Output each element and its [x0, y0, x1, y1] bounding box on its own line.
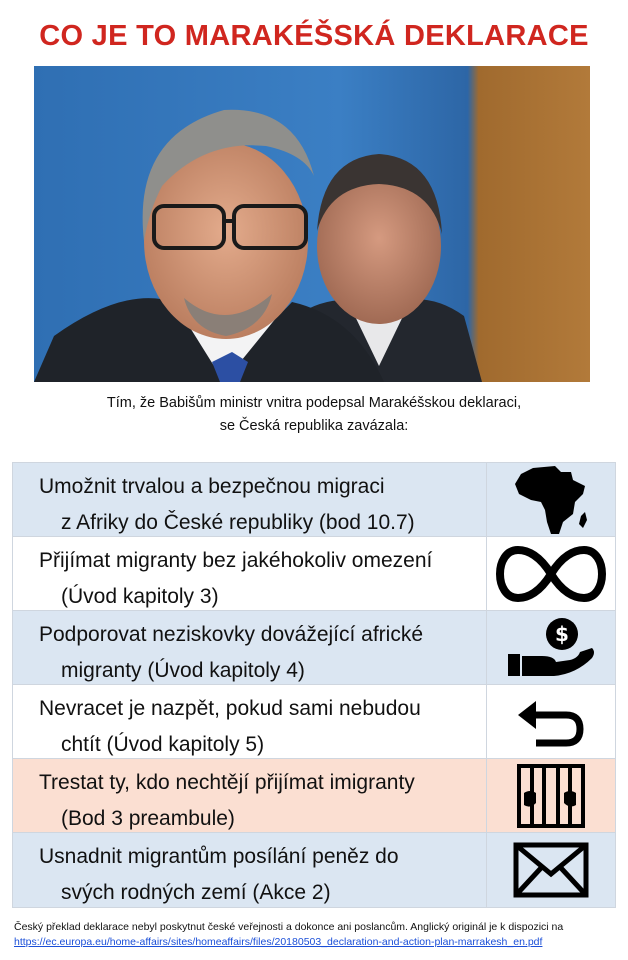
table-row [13, 759, 615, 833]
intro-line-1: Tím, že Babišům ministr vnitra podepsal Marakéšskou deklaraci, [106, 395, 522, 411]
row-text [13, 685, 487, 758]
footer-link[interactable]: https://ec.europa.eu/home-affairs/sites/homeaffairs/files/20180503_declaration-and-action-plan-marrakesh_en.pdf [14, 936, 543, 948]
row-line-1: Usnadnit migrantům posílání peněz do [39, 845, 399, 868]
table-row [13, 463, 615, 537]
row-line-1: Trestat ty, kdo nechtějí přijímat imigranty [39, 771, 415, 794]
row-line-2: svých rodných zemí (Akce 2) [61, 881, 331, 904]
money-hand-icon [487, 611, 615, 684]
row-line-1: Umožnit trvalou a bezpečnou migraci [39, 475, 385, 498]
table-row [13, 833, 615, 907]
row-line-1: Podporovat neziskovky dovážející africké [39, 623, 424, 646]
row-text [13, 759, 487, 832]
photo [34, 66, 590, 382]
table-row [13, 685, 615, 759]
row-text [13, 833, 487, 907]
svg-text:$: $ [555, 621, 569, 646]
table-row [13, 537, 615, 611]
row-text [13, 537, 487, 610]
prison-bars-icon [487, 759, 615, 832]
row-line-2: migranty (Úvod kapitoly 4) [61, 659, 305, 682]
commitments-table [12, 462, 616, 908]
return-arrow-icon [487, 685, 615, 758]
page-title: CO JE TO MARAKÉŠSKÁ DEKLARACE [39, 20, 589, 52]
envelope-icon [487, 833, 615, 907]
row-line-2: (Bod 3 preambule) [61, 807, 235, 830]
row-line-2: z Afriky do České republiky (bod 10.7) [61, 511, 415, 534]
africa-icon [487, 463, 615, 536]
photo-image [34, 66, 590, 382]
row-line-1: Nevracet je nazpět, pokud sami nebudou [39, 697, 421, 720]
intro-text [0, 392, 628, 438]
footer-text: Český překlad deklarace nebyl poskytnut české veřejnosti a dokonce ani poslancům. Anglický originál je k dispozici na [14, 921, 564, 933]
infinity-icon [487, 537, 615, 610]
table-row [13, 611, 615, 685]
footer [14, 920, 620, 950]
intro-line-2: se Česká republika zavázala: [219, 418, 409, 434]
row-line-2: (Úvod kapitoly 3) [61, 585, 219, 608]
row-line-1: Přijímat migranty bez jakéhokoliv omezení [39, 549, 433, 572]
row-line-2: chtít (Úvod kapitoly 5) [61, 733, 265, 756]
row-text [13, 463, 487, 536]
row-text [13, 611, 487, 684]
